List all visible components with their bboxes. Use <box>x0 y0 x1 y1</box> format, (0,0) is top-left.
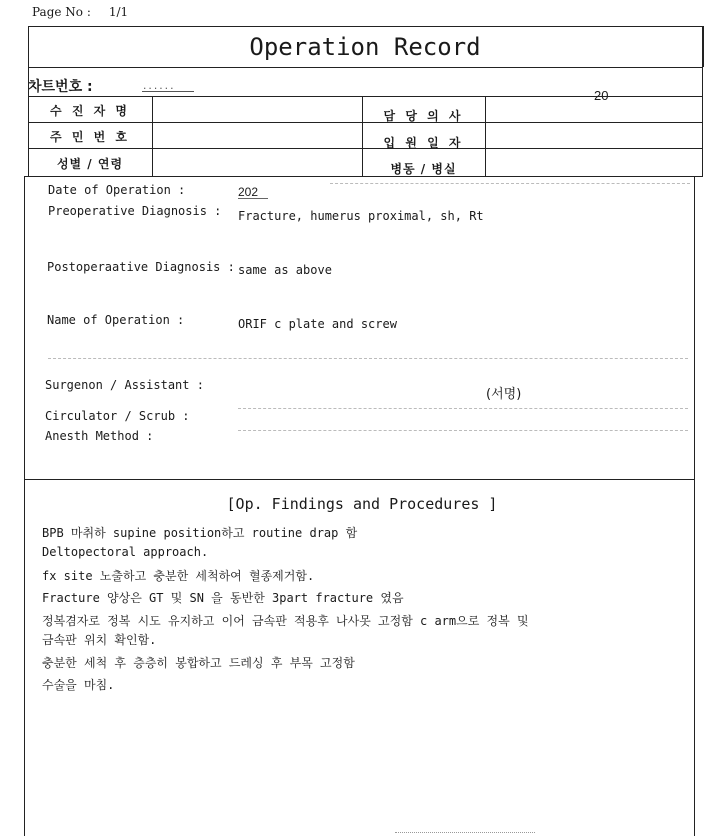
postop-diagnosis-value: same as above <box>238 263 332 277</box>
procedure-line-5: 정복겸자로 정복 시도 유지하고 이어 금속판 적용후 나사못 고정함 c arm으로 정복 및 <box>42 614 529 628</box>
page-number <box>32 5 128 19</box>
preop-diagnosis-label: Preoperative Diagnosis : <box>48 204 222 218</box>
chart-number-underline <box>142 91 194 92</box>
procedure-line-8: 수술을 마침. <box>42 678 115 692</box>
scan-mark <box>395 832 535 833</box>
year-value: 20 <box>594 88 609 103</box>
chart-number-value: ...... <box>142 82 175 92</box>
dash-line-4 <box>238 430 688 431</box>
findings-title: [Op. Findings and Procedures ] <box>226 495 498 513</box>
procedure-line-6: 금속판 위치 확인함. <box>42 633 157 647</box>
surgeon-assistant-label: Surgenon / Assistant : <box>45 378 204 392</box>
chart-number-label: 차트번호 : <box>28 79 93 95</box>
name-of-operation-value: ORIF c plate and screw <box>238 317 397 331</box>
left-border <box>28 26 29 176</box>
page-number-label: Page No : <box>32 5 91 19</box>
preop-diagnosis-value: Fracture, humerus proximal, sh, Rt <box>238 209 484 223</box>
body-top-line <box>24 176 695 177</box>
procedure-line-3: fx site 노출하고 충분한 세척하여 혈종제거함. <box>42 569 315 583</box>
procedure-line-2: Deltopectoral approach. <box>42 545 209 559</box>
dash-line-1 <box>330 183 690 184</box>
procedure-line-7: 충분한 세척 후 층층히 봉합하고 드레싱 후 부목 고정함 <box>42 656 355 670</box>
grid-col-1 <box>152 96 153 176</box>
date-of-operation-label: Date of Operation : <box>48 183 186 197</box>
anesth-method-label: Anesth Method : <box>45 429 154 443</box>
doctor-label: 담 당 의 사 <box>383 109 464 123</box>
procedure-line-4: Fracture 양상은 GT 및 SN 을 동반한 3part fracture 였음 <box>42 591 404 605</box>
dash-line-3 <box>238 408 688 409</box>
header-top-line <box>28 67 703 68</box>
circulator-scrub-label: Circulator / Scrub : <box>45 409 190 423</box>
resident-number-label: 주 민 번 호 <box>50 130 130 144</box>
grid-line-1 <box>28 96 703 97</box>
signature-label: (서명) <box>486 387 522 402</box>
postop-diagnosis-label: Postoperaative Diagnosis : <box>47 260 235 274</box>
grid-col-3 <box>485 96 486 176</box>
dash-line-2 <box>48 358 688 359</box>
admission-date-label: 입 원 일 자 <box>383 136 464 150</box>
details-bottom-line <box>24 479 695 480</box>
name-of-operation-label: Name of Operation : <box>47 313 185 327</box>
page-number-value: 1/1 <box>108 5 129 19</box>
procedure-line-1: BPB 마취하 supine position하고 routine drap 함 <box>42 526 358 540</box>
document-title: Operation Record <box>249 33 481 61</box>
patient-name-label: 수 진 자 명 <box>50 104 130 118</box>
ward-room-label: 병동 / 병실 <box>390 162 457 176</box>
sex-age-label: 성별 / 연령 <box>56 157 124 171</box>
date-of-operation-value: 202 <box>238 185 259 199</box>
date-underline <box>238 198 268 199</box>
right-border <box>702 26 703 176</box>
